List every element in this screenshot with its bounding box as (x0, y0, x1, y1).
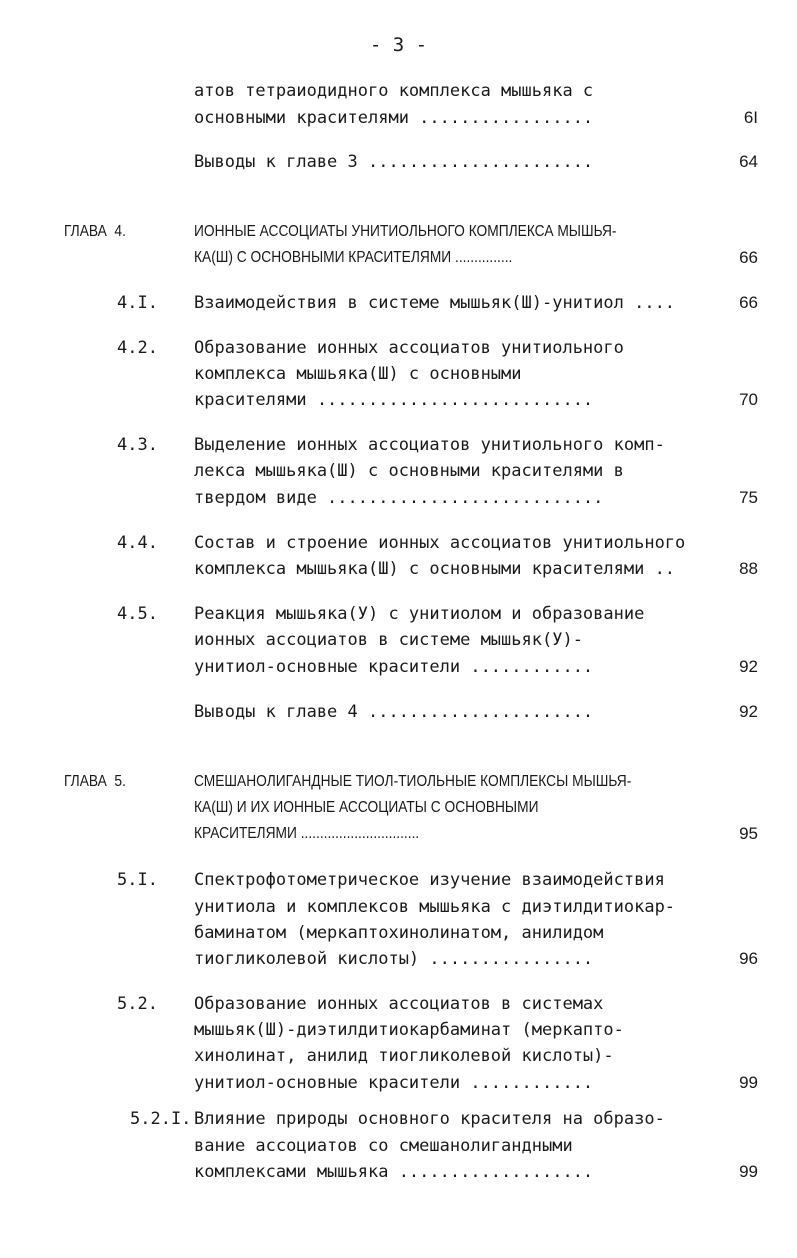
toc-page-number: 92 (739, 702, 758, 721)
section-number: 5.I. (117, 870, 158, 890)
page-number: - 3 - (369, 34, 428, 56)
section-number: 5.2. (117, 994, 158, 1014)
toc-line: унитиол-основные красители ............ (194, 1073, 594, 1093)
toc-line: тиогликолевой кислоты) ................ (194, 949, 594, 969)
toc-line: КРАСИТЕЛЯМИ ............................... (194, 825, 420, 842)
toc-line: Спектрофотометрическое изучение взаимодействия (194, 870, 665, 890)
toc-page-number: 70 (739, 390, 758, 409)
toc-page-number: 66 (739, 293, 758, 312)
toc-line: Выводы к главе 3 ...................... (194, 152, 594, 172)
toc-line: комплексами мышьяка ................... (194, 1162, 594, 1182)
toc-line: СМЕШАНОЛИГАНДНЫЕ ТИОЛ-ТИОЛЬНЫЕ КОМПЛЕКСЫ МЫШЬЯ- (194, 773, 632, 790)
toc-line: комплекса мышьяка(Ш) с основными красителями .. (194, 559, 676, 579)
toc-line: унитиол-основные красители ............ (194, 657, 594, 677)
section-number: 5.2.I. (130, 1109, 192, 1129)
toc-line: атов тетраиодидного комплекса мышьяка с (194, 81, 594, 101)
section-number: 4.4. (117, 533, 158, 553)
toc-line: твердом виде ........................... (194, 488, 604, 508)
toc-page-number: 66 (739, 248, 758, 267)
toc-line: Взаимодействия в системе мышьяк(Ш)-унитиол .... (194, 293, 676, 313)
toc-page-number: 92 (739, 657, 758, 676)
toc-line: вание ассоциатов со смешанолигандными (194, 1136, 573, 1156)
toc-line: красителями ........................... (194, 390, 594, 410)
toc-page-number: 6I (743, 108, 758, 127)
toc-line: хинолинат, анилид тиогликолевой кислоты)- (194, 1046, 614, 1066)
toc-line: Состав и строение ионных ассоциатов унитиольного (194, 533, 686, 553)
toc-line: ИОННЫЕ АССОЦИАТЫ УНИТИОЛЬНОГО КОМПЛЕКСА МЫШЬЯ- (194, 223, 617, 240)
toc-page-number: 64 (739, 152, 758, 171)
toc-page-number: 99 (739, 1073, 758, 1092)
toc-line: Выводы к главе 4 ...................... (194, 702, 594, 722)
toc-page-number: 88 (739, 559, 758, 578)
toc-line: мышьяк(Ш)-диэтилдитиокарбаминат (меркапто- (194, 1020, 624, 1040)
section-number: 4.I. (117, 293, 158, 313)
toc-line: Образование ионных ассоциатов унитиольного (194, 338, 624, 358)
toc-line: ионных ассоциатов в системе мышьяк(У)- (194, 630, 583, 650)
toc-line: унитиола и комплексов мышьяка с диэтилдитиокар- (194, 897, 676, 917)
toc-line: КА(Ш) С ОСНОВНЫМИ КРАСИТЕЛЯМИ ............... (194, 249, 513, 266)
toc-page-number: 75 (739, 488, 758, 507)
toc-line: основными красителями ................. (194, 108, 594, 128)
toc-line: Выделение ионных ассоциатов унитиольного комп- (194, 435, 665, 455)
toc-line: Реакция мышьяка(У) с унитиолом и образование (194, 604, 645, 624)
section-number: 4.3. (117, 435, 158, 455)
section-number: 4.5. (117, 604, 158, 624)
toc-line: комплекса мышьяка(Ш) с основными (194, 364, 522, 384)
toc-line: баминатом (меркаптохинолинатом, анилидом (194, 923, 604, 943)
section-number: 4.2. (117, 338, 158, 358)
toc-line: Влияние природы основного красителя на образо- (194, 1109, 665, 1129)
toc-page-number: 95 (739, 824, 758, 843)
toc-line: лекса мышьяка(Ш) с основными красителями в (194, 461, 624, 481)
chapter-label: ГЛАВА 4. (64, 223, 126, 240)
toc-line: Образование ионных ассоциатов в системах (194, 994, 604, 1014)
toc-page-number: 96 (739, 949, 758, 968)
toc-page-number: 99 (739, 1162, 758, 1181)
toc-line: КА(Ш) И ИХ ИОННЫЕ АССОЦИАТЫ С ОСНОВНЫМИ (194, 799, 539, 816)
chapter-label: ГЛАВА 5. (64, 773, 126, 790)
